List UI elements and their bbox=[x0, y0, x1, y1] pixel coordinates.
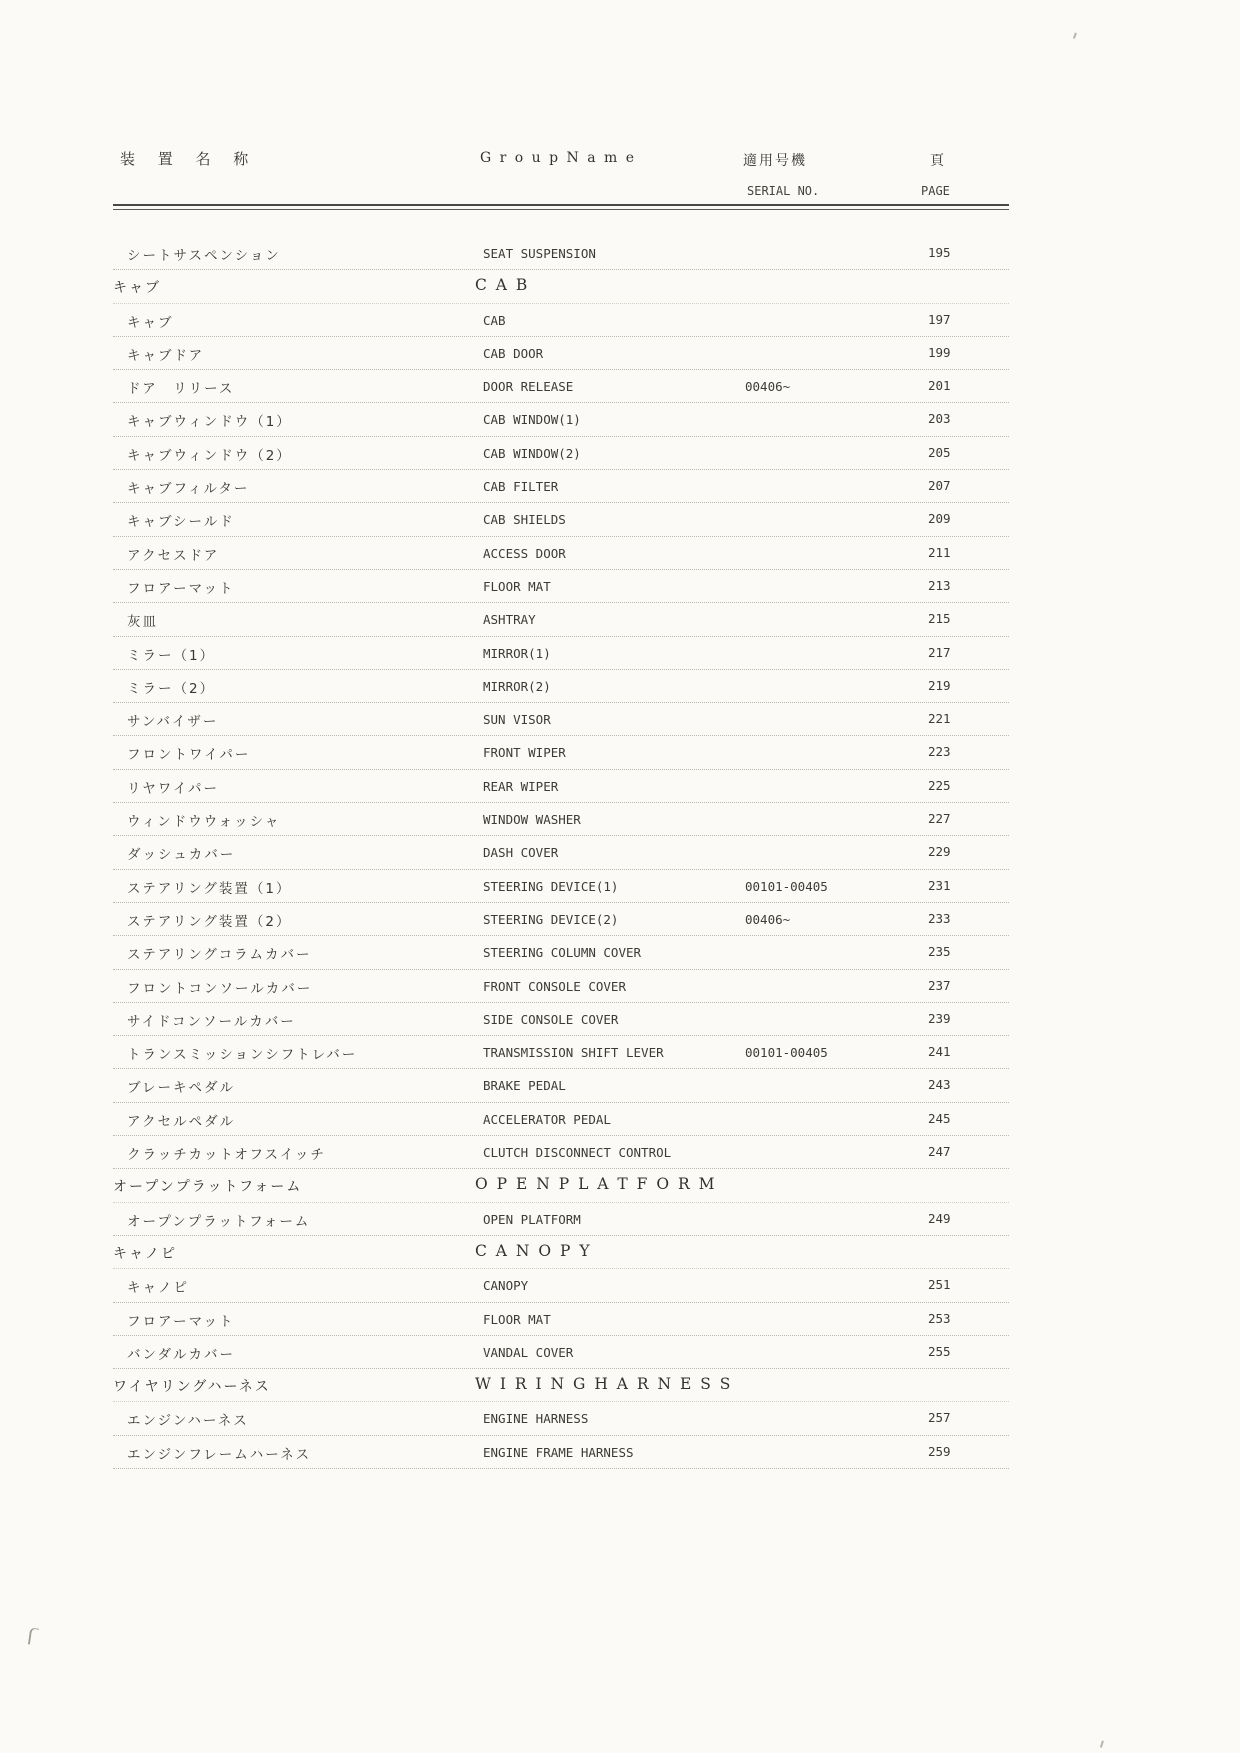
item-row bbox=[113, 403, 1009, 436]
group-name: STEERING COLUMN COVER bbox=[483, 945, 642, 961]
page-number: 257 bbox=[928, 1410, 1009, 1434]
page-number: 259 bbox=[928, 1444, 1009, 1468]
item-row bbox=[113, 337, 1009, 370]
group-name: FLOOR MAT bbox=[483, 1311, 551, 1327]
item-row bbox=[113, 503, 1009, 536]
device-name-jp: キャブドア bbox=[127, 347, 205, 364]
scan-artifact-bottom-right bbox=[1096, 1739, 1104, 1748]
device-name-jp: ステアリング装置（1） bbox=[127, 880, 292, 897]
page-number: 231 bbox=[928, 878, 1009, 902]
page-number bbox=[928, 1177, 1009, 1201]
serial-number: 00101-00405 bbox=[745, 878, 828, 894]
item-row bbox=[113, 237, 1009, 270]
page-number: 209 bbox=[928, 511, 1009, 535]
device-name-jp: キャブフィルター bbox=[127, 481, 250, 498]
column-header-serial-en: SERIAL NO. bbox=[747, 184, 820, 198]
device-name-jp: キャブウィンドウ（1） bbox=[127, 414, 292, 431]
page-number: 213 bbox=[928, 578, 1009, 602]
group-name: C A N O P Y bbox=[475, 1241, 592, 1260]
device-name-jp: サイドコンソールカバー bbox=[127, 1013, 296, 1030]
group-name: CANOPY bbox=[483, 1278, 529, 1294]
scan-artifact-bottom-left bbox=[28, 1627, 39, 1645]
device-name-jp: オープンプラットフォーム bbox=[127, 1213, 311, 1230]
serial-number: 00101-00405 bbox=[745, 1045, 828, 1061]
group-name: O P E N P L A T F O R M bbox=[475, 1175, 717, 1194]
device-name-jp: ブレーキペダル bbox=[127, 1080, 235, 1097]
group-name: CAB WINDOW(1) bbox=[483, 412, 581, 428]
page-number: 241 bbox=[928, 1044, 1009, 1068]
page-number: 229 bbox=[928, 844, 1009, 868]
group-name: CAB FILTER bbox=[483, 479, 559, 495]
device-name-jp: エンジンフレームハーネス bbox=[127, 1446, 312, 1463]
device-name-jp: キャブ bbox=[127, 314, 174, 331]
page-number bbox=[928, 1244, 1009, 1268]
group-name: ENGINE FRAME HARNESS bbox=[483, 1444, 634, 1460]
device-name-jp: ドア リリース bbox=[127, 381, 235, 398]
column-header-page-jp: 頁 bbox=[930, 153, 944, 169]
group-name: OPEN PLATFORM bbox=[483, 1211, 581, 1227]
page-number: 225 bbox=[928, 778, 1009, 802]
section-row bbox=[113, 1369, 1009, 1402]
group-name: MIRROR(2) bbox=[483, 678, 551, 694]
device-name-jp: シートサスペンション bbox=[127, 248, 281, 264]
page-number: 243 bbox=[928, 1077, 1009, 1101]
group-name: WINDOW WASHER bbox=[483, 812, 581, 828]
page-number: 239 bbox=[928, 1011, 1009, 1035]
section-row bbox=[113, 270, 1009, 303]
group-name: ACCESS DOOR bbox=[483, 545, 566, 561]
group-name: FLOOR MAT bbox=[483, 578, 551, 594]
item-row bbox=[113, 836, 1009, 869]
page-number: 195 bbox=[928, 245, 1009, 269]
header-divider-rule bbox=[113, 204, 1009, 210]
device-name-jp: フロントコンソールカバー bbox=[127, 980, 313, 997]
device-name-jp: サンバイザー bbox=[127, 714, 219, 731]
item-row bbox=[113, 870, 1009, 903]
group-name: CAB DOOR bbox=[483, 345, 544, 361]
group-name: CAB SHIELDS bbox=[483, 512, 566, 528]
item-row bbox=[113, 936, 1009, 969]
item-row bbox=[113, 903, 1009, 936]
page-number: 203 bbox=[928, 411, 1009, 435]
page-number: 247 bbox=[928, 1144, 1009, 1168]
group-name: C A B bbox=[475, 276, 530, 295]
group-name: CAB bbox=[483, 312, 506, 328]
group-name: MIRROR(1) bbox=[483, 645, 551, 661]
column-header-device-name: 装 置 名 称 bbox=[120, 150, 258, 168]
page-number: 197 bbox=[928, 312, 1009, 336]
device-name-jp: ステアリング装置（2） bbox=[127, 913, 292, 930]
item-row bbox=[113, 437, 1009, 470]
item-row bbox=[113, 637, 1009, 670]
item-row bbox=[113, 1069, 1009, 1102]
group-name: STEERING DEVICE(1) bbox=[483, 878, 619, 894]
device-name-jp: キャノピ bbox=[113, 1245, 177, 1262]
item-row bbox=[113, 603, 1009, 636]
device-name-jp: アクセスドア bbox=[127, 547, 220, 564]
device-name-jp: ワイヤリングハーネス bbox=[113, 1379, 271, 1396]
device-name-jp: リヤワイパー bbox=[127, 780, 220, 797]
page-number: 249 bbox=[928, 1211, 1009, 1235]
device-name-jp: ミラー（2） bbox=[127, 680, 216, 697]
device-name-jp: バンダルカバー bbox=[127, 1346, 235, 1363]
page-number bbox=[928, 1377, 1009, 1401]
item-row bbox=[113, 1203, 1009, 1236]
page-number: 237 bbox=[928, 978, 1009, 1002]
item-row bbox=[113, 470, 1009, 503]
page-number: 199 bbox=[928, 345, 1009, 369]
device-name-jp: フロントワイパー bbox=[127, 747, 251, 764]
page-number: 215 bbox=[928, 611, 1009, 635]
item-row bbox=[113, 1303, 1009, 1336]
scan-artifact-top-right bbox=[1069, 31, 1077, 39]
device-name-jp: ステアリングコラムカバー bbox=[127, 947, 312, 964]
device-name-jp: アクセルペダル bbox=[127, 1113, 236, 1130]
group-name: SEAT SUSPENSION bbox=[483, 246, 596, 261]
item-row bbox=[113, 1269, 1009, 1302]
page-number bbox=[928, 278, 1009, 302]
item-row bbox=[113, 1003, 1009, 1036]
group-name: SUN VISOR bbox=[483, 712, 551, 728]
page-number: 211 bbox=[928, 545, 1009, 569]
device-name-jp: ダッシュカバー bbox=[127, 847, 236, 864]
group-name: TRANSMISSION SHIFT LEVER bbox=[483, 1045, 664, 1061]
page-number: 223 bbox=[928, 744, 1009, 768]
device-name-jp: キャノピ bbox=[127, 1280, 189, 1297]
group-name: CAB WINDOW(2) bbox=[483, 445, 581, 461]
device-name-jp: ウィンドウウォッシャ bbox=[127, 814, 281, 831]
page-number: 201 bbox=[928, 378, 1009, 402]
page-number: 207 bbox=[928, 478, 1009, 502]
item-row bbox=[113, 370, 1009, 403]
column-header-page-en: PAGE bbox=[921, 184, 950, 198]
page-number: 253 bbox=[928, 1311, 1009, 1335]
page-number: 219 bbox=[928, 678, 1009, 702]
section-row bbox=[113, 1169, 1009, 1202]
group-name: STEERING DEVICE(2) bbox=[483, 911, 619, 927]
item-row bbox=[113, 803, 1009, 836]
item-row bbox=[113, 1136, 1009, 1169]
column-header-group-name: G r o u p N a m e bbox=[480, 150, 637, 166]
toc-table bbox=[113, 237, 1009, 1469]
page-number: 255 bbox=[928, 1344, 1009, 1368]
device-name-jp: トランスミッションシフトレバー bbox=[127, 1047, 358, 1064]
group-name: BRAKE PEDAL bbox=[483, 1078, 566, 1094]
column-header-serial-jp: 適用号機 bbox=[743, 153, 807, 169]
page-number: 205 bbox=[928, 445, 1009, 469]
item-row bbox=[113, 670, 1009, 703]
device-name-jp: キャブウィンドウ（2） bbox=[127, 447, 292, 464]
device-name-jp: ミラー（1） bbox=[127, 647, 216, 664]
device-name-jp: フロアーマット bbox=[127, 580, 235, 597]
group-name: DASH COVER bbox=[483, 845, 559, 861]
page-number: 227 bbox=[928, 811, 1009, 835]
device-name-jp: エンジンハーネス bbox=[127, 1413, 249, 1430]
item-row bbox=[113, 703, 1009, 736]
page-number: 233 bbox=[928, 911, 1009, 935]
item-row bbox=[113, 537, 1009, 570]
device-name-jp: キャブシールド bbox=[127, 514, 235, 531]
item-row bbox=[113, 1036, 1009, 1069]
page-number: 235 bbox=[928, 944, 1009, 968]
item-row bbox=[113, 770, 1009, 803]
group-name: REAR WIPER bbox=[483, 778, 559, 794]
page-number: 245 bbox=[928, 1111, 1009, 1135]
item-row bbox=[113, 1402, 1009, 1435]
group-name: CLUTCH DISCONNECT CONTROL bbox=[483, 1145, 672, 1161]
item-row bbox=[113, 570, 1009, 603]
group-name: ACCELERATOR PEDAL bbox=[483, 1111, 611, 1127]
section-row bbox=[113, 1236, 1009, 1269]
item-row bbox=[113, 304, 1009, 337]
device-name-jp: フロアーマット bbox=[127, 1313, 235, 1330]
device-name-jp: キャブ bbox=[113, 280, 161, 297]
group-name: FRONT WIPER bbox=[483, 745, 566, 761]
item-row bbox=[113, 1436, 1009, 1469]
group-name: ASHTRAY bbox=[483, 612, 536, 628]
page-number: 221 bbox=[928, 711, 1009, 735]
group-name: SIDE CONSOLE COVER bbox=[483, 1011, 619, 1027]
device-name-jp: クラッチカットオフスイッチ bbox=[127, 1147, 326, 1164]
device-name-jp: 灰皿 bbox=[127, 614, 158, 631]
item-row bbox=[113, 1336, 1009, 1369]
serial-number: 00406~ bbox=[745, 379, 791, 395]
item-row bbox=[113, 1103, 1009, 1136]
group-name: DOOR RELEASE bbox=[483, 379, 574, 395]
group-name: W I R I N G H A R N E S S bbox=[475, 1375, 733, 1394]
page-number: 217 bbox=[928, 645, 1009, 669]
item-row bbox=[113, 970, 1009, 1003]
serial-number: 00406~ bbox=[745, 911, 791, 927]
group-name: ENGINE HARNESS bbox=[483, 1411, 589, 1427]
item-row bbox=[113, 736, 1009, 769]
group-name: VANDAL COVER bbox=[483, 1344, 574, 1360]
device-name-jp: オープンプラットフォーム bbox=[113, 1179, 303, 1196]
group-name: FRONT CONSOLE COVER bbox=[483, 978, 626, 994]
page-number: 251 bbox=[928, 1277, 1009, 1301]
